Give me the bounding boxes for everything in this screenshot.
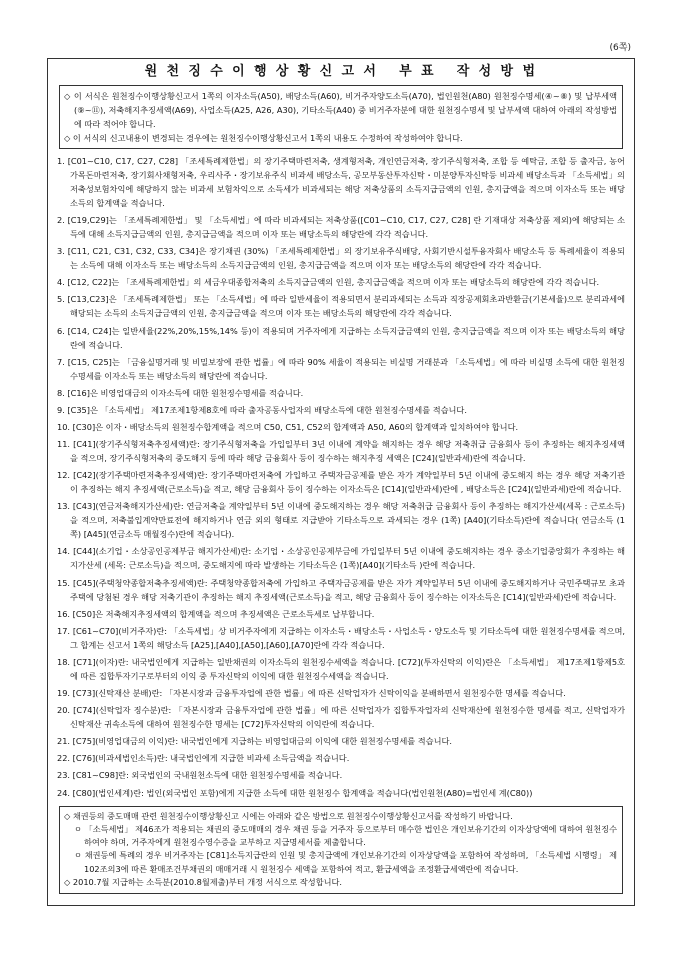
item-number: 5. [57, 294, 65, 305]
item-text: [C76](비과세법인소득)란: 내국법인에게 지급한 비과세 소득금액을 적습니다. [72, 753, 350, 764]
page-number-label: (6쪽) [609, 43, 631, 53]
item-number: 8. [57, 387, 65, 398]
item-number: 12. [57, 470, 71, 481]
instruction-item [57, 686, 625, 700]
item-text: [C80](법인세계)란: 법인(외국법인 포함)에게 지급한 소득에 대한 원천징수 합계액을 적습니다(법인원천(A80)=법인세 계(C80)) [72, 787, 533, 798]
form-title: 원 천 징 수 이 행 상 황 신 고 서 부 표 작 성 방 법 [144, 64, 538, 79]
instruction-item [57, 403, 625, 417]
item-number: 16. [57, 608, 71, 619]
item-number: 22. [57, 753, 71, 764]
instruction-item [57, 544, 625, 572]
item-text: [C11, C21, C31, C32, C33, C34]은 장기채권 (30%) 「조세특례제한법」의 장기보유주식배당, 사회기반시설투융자회사 배당소득 등 특례세율이 적용되는 소득에 대해 이자소득 또는 배당소득의 소득지급금액의 인원, 총지급금액을 적으며 이자 또는 배당소득의 해당란에 각각 적습니다. [67, 246, 625, 271]
instruction-list [57, 149, 625, 806]
instruction-item [57, 768, 625, 782]
instruction-item [57, 624, 625, 652]
item-number: 19. [57, 687, 71, 698]
bond-note-bullet: ㅇ 채권등에 특례의 경우 비거주자는 [C81]소득지급란의 인원 및 총지급액에 개인보유기간의 이자상당액을 포함하여 작성하며, 「소득세법 시행령」 제102조의3에 따른 환매조건부채권의 매매거래 시 원천징수 세액을 포함하여 적고, 환급세액을 조정환급세액란에 적습니다. [74, 850, 617, 874]
instruction-item [57, 499, 625, 541]
instructions-frame [47, 58, 635, 906]
item-number: 24. [57, 787, 71, 798]
intro-note-revision: ◇ 이 서식의 신고내용이 변경되는 경우에는 원천징수이행상황신고서 1쪽의 내용도 수정하여 작성하여야 합니다. [64, 133, 463, 143]
instruction-item [57, 703, 625, 731]
instruction-item [57, 154, 625, 210]
item-number: 17. [57, 625, 71, 636]
item-number: 14. [57, 546, 71, 557]
instruction-item [57, 292, 625, 320]
item-text: [C30]은 이자・배당소득의 원천징수합계액을 적으며 C50, C51, C52의 합계액과 A50, A60의 합계액과 일치하여야 합니다. [72, 421, 519, 432]
item-number: 6. [57, 325, 65, 336]
instruction-item [57, 213, 625, 241]
item-text: [C43](연금저축해지가산세)란: 연금저축을 계약일부터 5년 이내에 중도해지하는 경우 해당 저축취급 금융회사 등이 추징하는 해지가산세(세목 : 근로소득)을 적으며, 저축불입계약만료전에 해지하거나 연금 외의 형태로 지급받아 기타소득으로 과세되는 경우 (1쪽) [A40](기타소득)란에 적습니다( 연금소득 (1쪽) [A45](연금소득 매월징수)란에 적습니다). [70, 501, 625, 540]
instruction-item [57, 420, 625, 434]
instruction-item [57, 244, 625, 272]
item-text: [C74](신탁업자 징수분)란: 「자본시장과 금융투자업에 관한 법률」에 따른 신탁업자가 집합투자업자의 신탁재산에 원천징수한 명세를 적고, 신탁업자가 신탁재산 귀속소득에 대하여 원천징수한 명세는 [C72]투자신탁의 이익란에 적습니다. [70, 705, 625, 730]
item-number: 2. [57, 215, 65, 226]
instruction-item [57, 655, 625, 683]
item-text: [C14, C24]는 일반세율(22%,20%,15%,14% 등)이 적용되며 거주자에게 지급하는 소득지급금액의 인원, 총지급금액을 적으며 이자 또는 배당소득의 해당란에 적습니다. [67, 325, 625, 350]
instruction-item [57, 355, 625, 383]
item-number: 13. [57, 501, 71, 512]
item-text: [C45](주택청약종합저축추징세액)란: 주택청약종합저축에 가입하고 주택자금공제를 받은 자가 계약일부터 5년 이내에 중도해지하거나 국민주택규모 초과 주택에 당첨된 경우 해당 저축기관이 추징하는 해지 추징세액(근로소득)을 적고, 해당 금융회사 등이 징수하는 이자소득은 [C14](일반과세)란에 적습니다. [70, 577, 625, 602]
item-text: [C75](비영업대금의 이익)란: 내국법인에게 지급하는 비영업대금의 이익에 대한 원천징수명세를 적습니다. [72, 736, 453, 747]
item-number: 18. [57, 656, 71, 667]
item-number: 7. [57, 356, 65, 367]
item-number: 20. [57, 705, 71, 716]
instruction-item [57, 607, 625, 621]
item-text: [C50]은 저축해지추징세액의 합계액을 적으며 추징세액은 근로소득세로 납부합니다. [72, 608, 375, 619]
item-number: 21. [57, 736, 71, 747]
instruction-item [57, 734, 625, 748]
intro-note-scope: ◇ 이 서식은 원천징수이행상황신고서 1쪽의 이자소득(A50), 배당소득(A60), 비거주자양도소득(A70), 법인원천(A80) 원천징수명세(④~⑧) 및 납부세액(⑨~⑪), 저축해지추징세액(A69), 사업소득(A25, A26, A30), 기타소득(A40) 중 비거주자분에 대한 원천징수명세 및 납부세액 대하여 아래의 작성방법에 따라 적어야 합니다. [64, 91, 617, 129]
instruction-item [57, 468, 625, 496]
item-text: [C42](장기주택마련저축추징세액)란: 장기주택마련저축에 가입하고 주택자금공제를 받은 자가 계약일부터 5년 이내에 중도해지 하는 경우 해당 저축기관이 추징하는 해지 추징세액(근로소득)을 적고, 해당 금융회사 등이 징수하는 이자소득은 [C14](일반과세)란에 , 배당소득은 [C24](일반과세)란에 적습니다. [70, 470, 625, 495]
item-number: 4. [57, 277, 65, 288]
instruction-item [57, 275, 625, 289]
item-number: 3. [57, 246, 65, 257]
instruction-item [57, 324, 625, 352]
bond-trading-note-box [59, 806, 623, 894]
item-number: 10. [57, 421, 71, 432]
item-number: 11. [57, 439, 71, 450]
item-text: [C19,C29]는 「조세특례제한법」 및 「소득세법」에 따라 비과세되는 저축상품([C01~C10, C17, C27, C28] 란 기재대상 저축상품 제외)에 해당되는 소득에 대해 소득지급금액의 인원, 총지급금액을 적으며 이자 또는 배당소득의 해당란에 각각 적습니다. [67, 215, 625, 240]
bond-note-heading: ◇ 채권등의 중도매매 관련 원천징수이행상황신고 시에는 아래와 같은 방법으로 원천징수이행상황신고서를 작성하기 바랍니다. [64, 810, 513, 821]
bond-note-bullet: ㅇ 「소득세법」 제46조가 적용되는 채권의 중도매매의 경우 채권 등을 거주자 등으로부터 매수한 법인은 개인보유기간의 이자상당액에 대하여 원천징수하여야 하며, 거주자에게 원천징수영수증을 교부하고 지급명세서를 제출합니다. [74, 823, 617, 848]
item-text: [C13,C23]은 「조세특례제한법」 또는 「소득세법」에 따라 일반세율이 적용되면서 분리과세되는 소득과 직장공제회초과반환금(기본세율)으로 분리과세에 해당되는 소득의 소득지급금액의 인원, 총지급금액을 적으며 이자 또는 배당소득의 해당란에 각각 적습니다. [67, 294, 625, 319]
effective-date-note: ◇ 2010.7월 지급하는 소득분(2010.8월제출)부터 개정 서식으로 작성합니다. [64, 876, 343, 887]
item-text: [C12, C22]는 「조세특례제한법」의 세금우대종합저축의 소득지급금액의 인원, 총지급금액을 적으며 이자 또는 배당소득의 해당란에 각각 적습니다. [67, 277, 600, 288]
instruction-item [57, 437, 625, 465]
instruction-item [57, 751, 625, 765]
item-text: [C41](장기주식형저축추징세액)란: 장기주식형저축을 가입일부터 3년 이내에 계약을 해지하는 경우 해당 저축취급 금융회사 등이 추징하는 해지추징세액을 적으며, 장기주식형저축의 중도해지 등에 따라 해당 금융회사 등이 징수하는 해지추징 세액은 [C24](일반과세)란에 적습니다. [70, 439, 625, 464]
item-text: [C71](이자)란: 내국법인에게 지급하는 일반채권의 이자소득의 원천징수세액을 적습니다. [C72](투자신탁의 이익)란은 「소득세법」 제17조제1항제5호에 따른 집합투자기구로부터의 이익 중 투자신탁의 이익에 대한 원천징수세액을 적습니다. [70, 656, 626, 681]
instruction-item [57, 576, 625, 604]
instruction-item [57, 786, 625, 800]
item-text: [C61~C70](비거주자)란: 「소득세법」상 비거주자에게 지급하는 이자소득・배당소득・사업소득・양도소득 및 기타소득에 대한 원천징수명세를 적으며, 그 합계는 신고서 1쪽의 해당소득 [A25],[A40],[A50],[A60],[A70]란에 각각 적습니다. [70, 625, 625, 650]
item-number: 1. [57, 156, 65, 166]
intro-note-box [59, 85, 623, 149]
item-text: [C44](소기업・소상공인공제부금 해지가산세)란: 소기업・소상공인공제부금에 가입일부터 5년 이내에 중도해지하는 경우 중소기업중앙회가 추징하는 해지가산세 (세목: 근로소득)을 적으며, 중도해지에 따라 발생하는 기타소득은 (1쪽)[A40](기타소득 )란에 적습니다. [70, 546, 626, 571]
item-text: [C73](신탁재산 분배)란: 「자본시장과 금융투자업에 관한 법률」에 따른 신탁업자가 신탁이익을 분배하면서 원천징수한 명세를 적습니다. [72, 687, 566, 698]
item-number: 15. [57, 577, 71, 588]
item-text: [C81~C98]란: 외국법인의 국내원천소득에 대한 원천징수명세를 적습니다. [72, 770, 343, 781]
item-text: [C16]은 비영업대금의 이자소득에 대한 원천징수명세를 적습니다. [67, 387, 304, 398]
item-text: [C01~C10, C17, C27, C28] 「조세특례제한법」의 장기주택마련저축, 생계형저축, 개인연금저축, 장기주식형저축, 조합 등 예탁금, 조합 등 출자금, 농어가목돈마련저축, 장기회사채형저축, 우리사주・장기보유주식 비과세 배당소득, 공모부동산투자신탁・미분양투자신탁등 비과세 배당소득과 「소득세법」의 저축성보험차익에 해당하지 않는 비과세 보험차익으로 소득세가 비과세되는 해당 저축상품의 소득지급금액의 인원, 총지급액을 적으며 이자소득 또는 배당소득의 합계액을 적습니다. [67, 156, 625, 208]
item-text: [C35]은 「소득세법」 제17조제1항제8호에 따라 출자공동사업자의 배당소득에 대한 원천징수명세를 적습니다. [67, 404, 467, 415]
item-number: 23. [57, 770, 71, 781]
item-number: 9. [57, 404, 65, 415]
item-text: [C15, C25]는 「금융실명거래 및 비밀보장에 관한 법률」에 따라 90% 세율이 적용되는 비실명 거래분과 「소득세법」에 따라 비실명 소득에 대한 원천징수명세를 이자소득 또는 배당소득의 해당란에 적습니다. [67, 356, 625, 381]
instruction-item [57, 386, 625, 400]
